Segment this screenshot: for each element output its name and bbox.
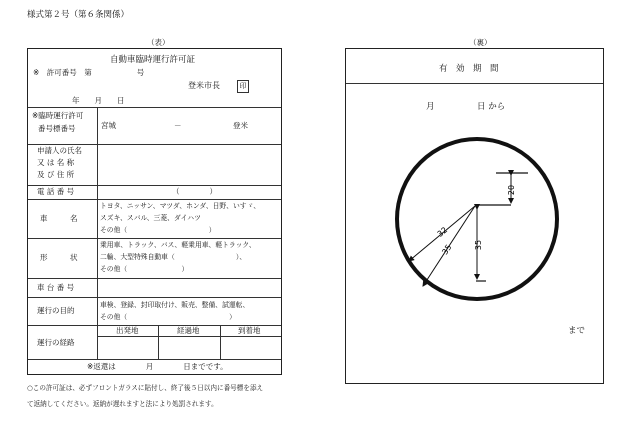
route-label: 運行の経路	[37, 338, 75, 347]
route-column-divider	[220, 325, 221, 359]
label-column-divider	[97, 107, 98, 359]
plate-city: 登米	[233, 121, 248, 130]
route-header-divider	[98, 336, 281, 337]
issuer-label: 登米市長	[188, 81, 220, 90]
shape-line-3: その他（ ）	[100, 265, 189, 273]
row-divider	[28, 297, 281, 298]
applicant-label-2: 又 は 名 称	[37, 158, 75, 167]
validity-from-line: 月 日 から	[426, 102, 506, 112]
dimension-35-label: 35	[474, 239, 483, 251]
shape-label: 形 状	[40, 253, 78, 262]
validity-until: まで	[568, 326, 586, 336]
dimension-35-diagonal-label: 35	[440, 242, 454, 257]
front-permit-form	[27, 48, 282, 375]
row-divider	[28, 359, 281, 360]
route-header-arrival: 到着地	[238, 326, 261, 335]
permit-title: 自動車臨時運行許可証	[110, 55, 196, 65]
plate-label-1: ※臨時運行許可	[32, 111, 84, 120]
plate-label-2: 番号標番号	[38, 124, 76, 133]
chassis-label: 車 台 番 号	[37, 283, 75, 292]
row-divider	[28, 107, 281, 108]
vehicle-name-line-3: その他（ ）	[100, 226, 216, 234]
applicant-label-1: 申請人の氏名	[37, 146, 82, 155]
purpose-line-1: 車検、登録、封印取付け、販売、整備、試運転、	[100, 301, 250, 309]
shape-line-2: 二輪、大型特殊自動車（ ）、	[100, 253, 247, 261]
seal-box: 印	[237, 80, 249, 93]
permit-number-label: ※ 許可番号 第 号	[33, 68, 145, 77]
validity-title: 有 効 期 間	[439, 64, 499, 74]
back-permit-form	[345, 48, 604, 384]
dimension-32-label: 32	[435, 225, 450, 239]
route-header-via: 経過地	[177, 326, 200, 335]
row-divider	[28, 144, 281, 145]
dimension-20-label: 20	[507, 184, 516, 196]
footnote-line-1: ○この許可証は、必ずフロントガラスに貼付し、終了後５日以内に番号標を添え	[27, 384, 264, 392]
vehicle-name-label: 車 名	[40, 214, 78, 223]
footnote-line-2: て返納してください。返納が遅れますと法により処罰されます。	[27, 400, 218, 408]
form-number: 様式第２号（第６条関係）	[27, 10, 130, 20]
route-column-divider	[158, 325, 159, 359]
purpose-label: 運行の目的	[37, 306, 75, 315]
applicant-label-3: 及 び 住 所	[37, 170, 75, 179]
vehicle-name-line-1: トヨタ、ニッサン、マツダ、ホンダ、日野、いすゞ、	[100, 202, 261, 210]
phone-label: 電 話 番 号	[37, 187, 75, 196]
vehicle-name-line-2: スズキ、スバル、三菱、ダイハツ	[100, 214, 201, 222]
phone-value: （ ）	[172, 187, 217, 196]
plate-dash: －	[174, 121, 182, 130]
purpose-line-2: その他（ ）	[100, 313, 236, 321]
issue-date-line: 年 月 日	[72, 96, 125, 105]
back-side-label: （裏）	[469, 38, 492, 47]
route-header-departure: 出発地	[116, 326, 139, 335]
row-divider	[28, 278, 281, 279]
return-date-line: ※返還は 月 日までです。	[87, 362, 228, 371]
shape-line-1: 乗用車、トラック、バス、軽乗用車、軽トラック、	[100, 241, 256, 249]
row-divider	[28, 185, 281, 186]
front-side-label: （表）	[147, 38, 170, 47]
sticker-diagram	[346, 49, 603, 383]
plate-prefecture: 宮城	[101, 121, 116, 130]
row-divider	[28, 199, 281, 200]
row-divider	[28, 238, 281, 239]
